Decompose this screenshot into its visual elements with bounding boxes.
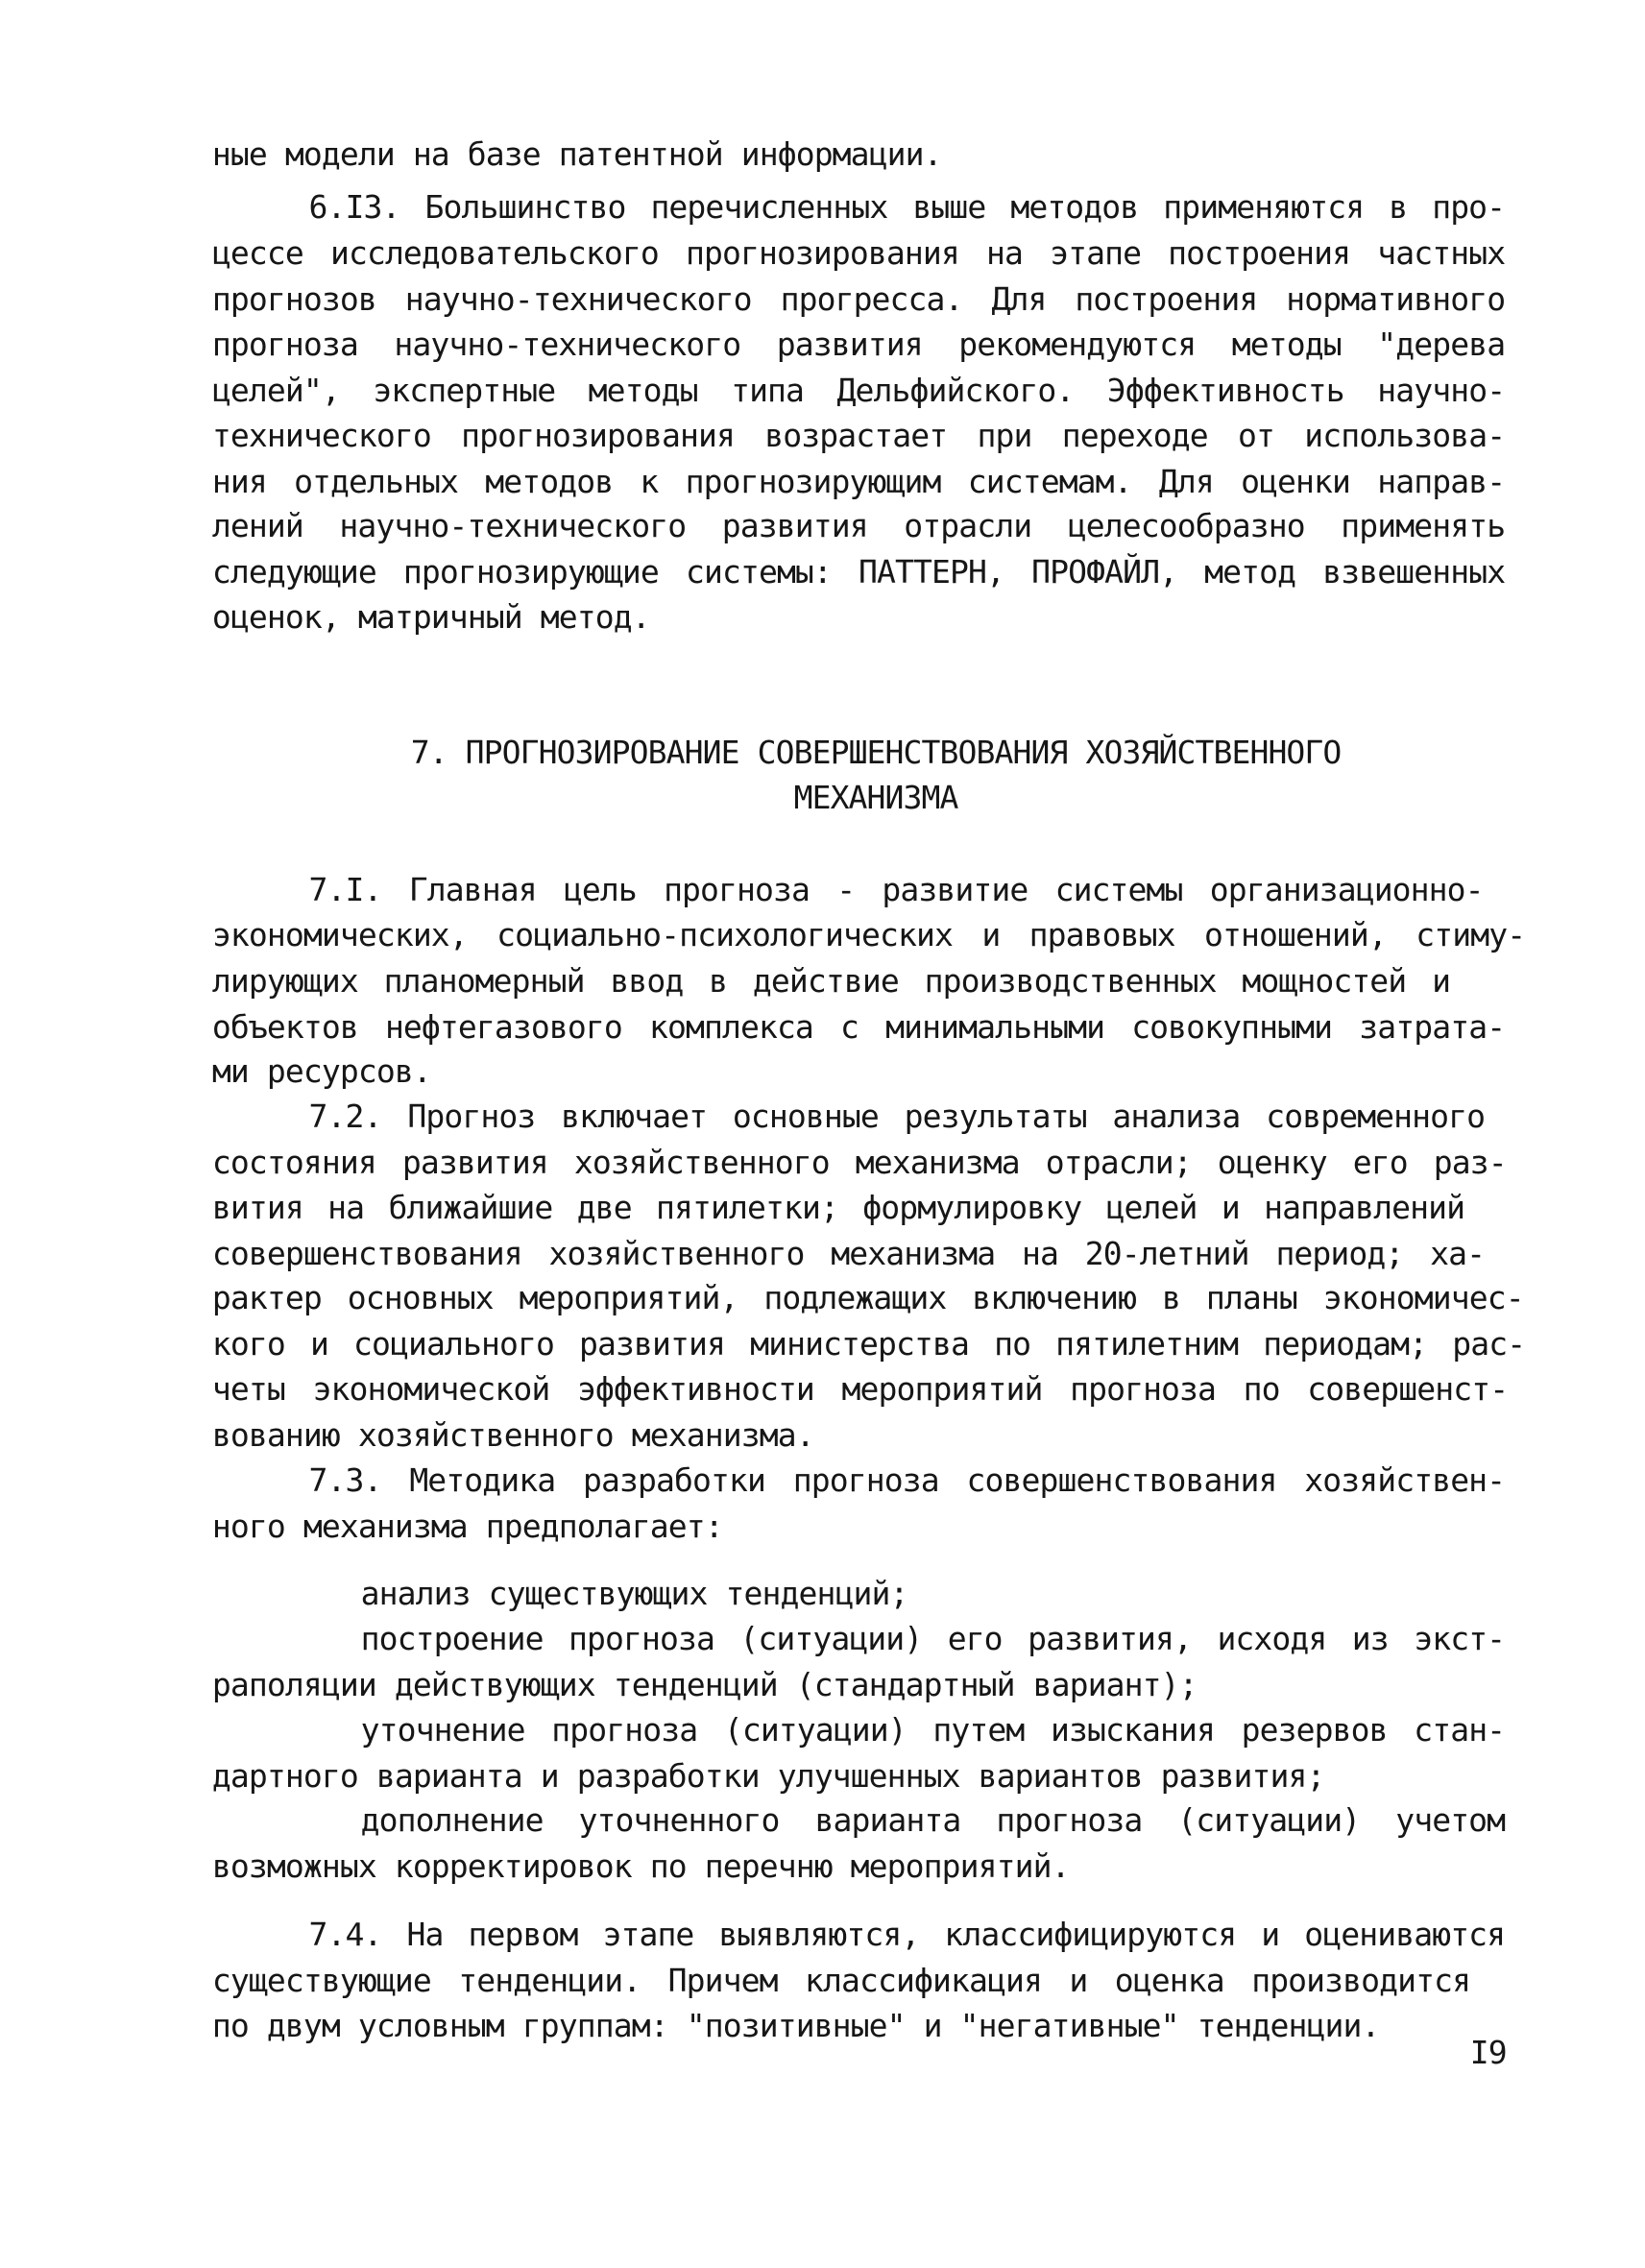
- text-line: цессе исследовательского прогнозирования на этапе построения частных: [211, 234, 1506, 273]
- section-heading-line-2: МЕХАНИЗМА: [793, 778, 958, 816]
- text-line: состояния развития хозяйственного механизма отрасли; оценку его раз-: [211, 1144, 1507, 1182]
- list-item: построение прогноза (ситуации) его развития, исходя из экст-: [360, 1619, 1506, 1657]
- text-line: прогнозов научно-технического прогресса. Для построения нормативного: [211, 280, 1506, 319]
- text-line: прогноза научно-технического развития рекомендуются методы "дерева: [211, 326, 1506, 364]
- text-line: целей", экспертные методы типа Дельфийского. Эффективность научно-: [211, 372, 1506, 410]
- text-line: ния отдельных методов к прогнозирующим системам. Для оценки направ-: [211, 462, 1506, 500]
- text-line: дартного варианта и разработки улучшенных вариантов развития;: [211, 1756, 1325, 1795]
- list-item: дополнение уточненного варианта прогноза (ситуации) учетом: [360, 1801, 1506, 1840]
- text-line: лирующих планомерный ввод в действие производственных мощностей и: [211, 961, 1451, 1000]
- text-line: оценок, матричный метод.: [211, 598, 650, 637]
- text-line: вованию хозяйственного механизма.: [211, 1416, 814, 1455]
- section-heading-line-1: 7. ПРОГНОЗИРОВАНИЕ СОВЕРШЕНСТВОВАНИЯ ХОЗЯЙСТВЕННОГО: [410, 734, 1342, 772]
- text-line: четы экономической эффективности мероприятий прогноза по совершенст-: [211, 1369, 1509, 1408]
- text-line: технического прогнозирования возрастает при переходе от использова-: [211, 416, 1506, 454]
- text-line: раполяции действующих тенденций (стандартный вариант);: [211, 1665, 1197, 1703]
- text-line: ные модели на базе патентной информации.: [211, 134, 942, 173]
- list-item: уточнение прогноза (ситуации) путем изыскания резервов стан-: [360, 1710, 1506, 1749]
- text-line: рактер основных мероприятий, подлежащих включению в планы экономичес-: [211, 1279, 1524, 1317]
- list-item: анализ существующих тенденций;: [360, 1575, 908, 1613]
- text-line: вития на ближайшие две пятилетки; формулировку целей и направлений: [211, 1188, 1465, 1226]
- text-line: существующие тенденции. Причем классификация и оценка производится: [211, 1962, 1471, 2000]
- paragraph-6-13-first-line: 6.I3. Большинство перечисленных выше методов применяются в про-: [308, 188, 1506, 227]
- text-line: возможных корректировок по перечню мероприятий.: [211, 1847, 1070, 1886]
- text-line: объектов нефтегазового комплекса с минимальными совокупными затрата-: [211, 1007, 1506, 1046]
- text-line: по двум условным группам: "позитивные" и "негативные" тенденции.: [211, 2006, 1380, 2044]
- page-number: I9: [1469, 2034, 1507, 2072]
- text-line: ного механизма предполагает:: [211, 1507, 723, 1545]
- paragraph-7-1-first-line: 7.I. Главная цель прогноза - развитие системы организационно-: [308, 871, 1484, 909]
- text-line: следующие прогнозирующие системы: ПАТТЕРН, ПРОФАЙЛ, метод взвешенных: [211, 553, 1506, 591]
- text-line: совершенствования хозяйственного механизма на 20-летний период; ха-: [211, 1234, 1486, 1272]
- paragraph-7-2-first-line: 7.2. Прогноз включает основные результаты анализа современного: [308, 1097, 1486, 1135]
- paragraph-7-3-first-line: 7.3. Методика разработки прогноза совершенствования хозяйствен-: [308, 1460, 1506, 1499]
- text-line: кого и социального развития министерства по пятилетним периодам; рас-: [211, 1325, 1526, 1363]
- text-line: экономических, социально-психологических и правовых отношений, стиму-: [211, 915, 1526, 953]
- text-line: ми ресурсов.: [211, 1052, 431, 1091]
- text-line: лений научно-технического развития отрасли целесообразно применять: [211, 507, 1506, 545]
- paragraph-7-4-first-line: 7.4. На первом этапе выявляются, классифицируются и оцениваются: [308, 1915, 1506, 1953]
